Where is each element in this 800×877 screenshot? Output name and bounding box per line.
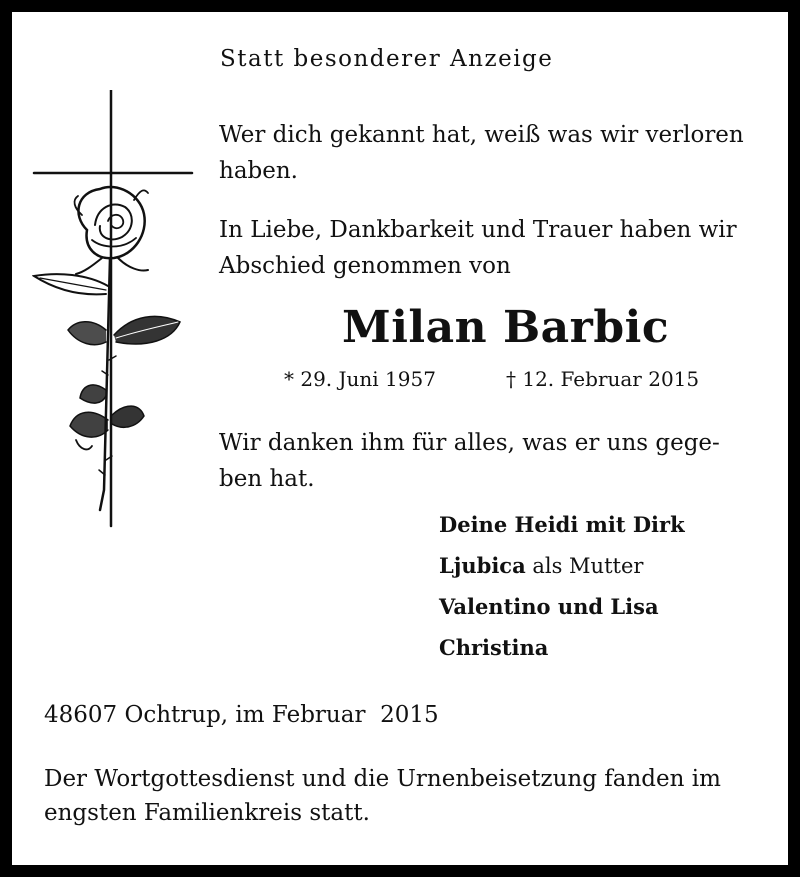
obituary-notice [12,12,788,865]
thanks-line-1: Wir danken ihm für alles, was er uns gege- [219,430,720,456]
signatory [439,594,659,619]
thanks-text [219,425,720,497]
farewell-line-2: Abschied genommen von [219,253,511,279]
service-note [44,762,721,830]
deceased-name: Milan Barbic [342,302,670,353]
birth-date: * 29. Juni 1957 [284,367,436,391]
signatory-name: Deine Heidi mit Dirk [439,512,685,537]
thanks-line-2: ben hat. [219,466,315,492]
signatory [439,635,548,660]
farewell-text [219,212,737,284]
intro-text [219,117,744,189]
intro-line-1: Wer dich gekannt hat, weiß was wir verloren [219,122,744,148]
signatory [439,553,643,578]
signatory-name: Valentino und Lisa [439,594,659,619]
signatory-name: Ljubica [439,553,526,578]
notice-header: Statt besonderer Anzeige [220,46,554,72]
signatory [439,512,685,537]
death-date: † 12. Februar 2015 [506,367,700,391]
service-note-line-1: Der Wortgottesdienst und die Urnenbeisetzung fanden im [44,766,721,792]
location-date: 48607 Ochtrup, im Februar 2015 [44,702,439,728]
cross-with-rose-icon [32,90,202,530]
farewell-line-1: In Liebe, Dankbarkeit und Trauer haben wir [219,217,737,243]
intro-line-2: haben. [219,158,298,184]
signatory-relation: als Mutter [525,554,644,578]
signatory-name: Christina [439,635,549,660]
service-note-line-2: engsten Familienkreis statt. [44,800,370,826]
